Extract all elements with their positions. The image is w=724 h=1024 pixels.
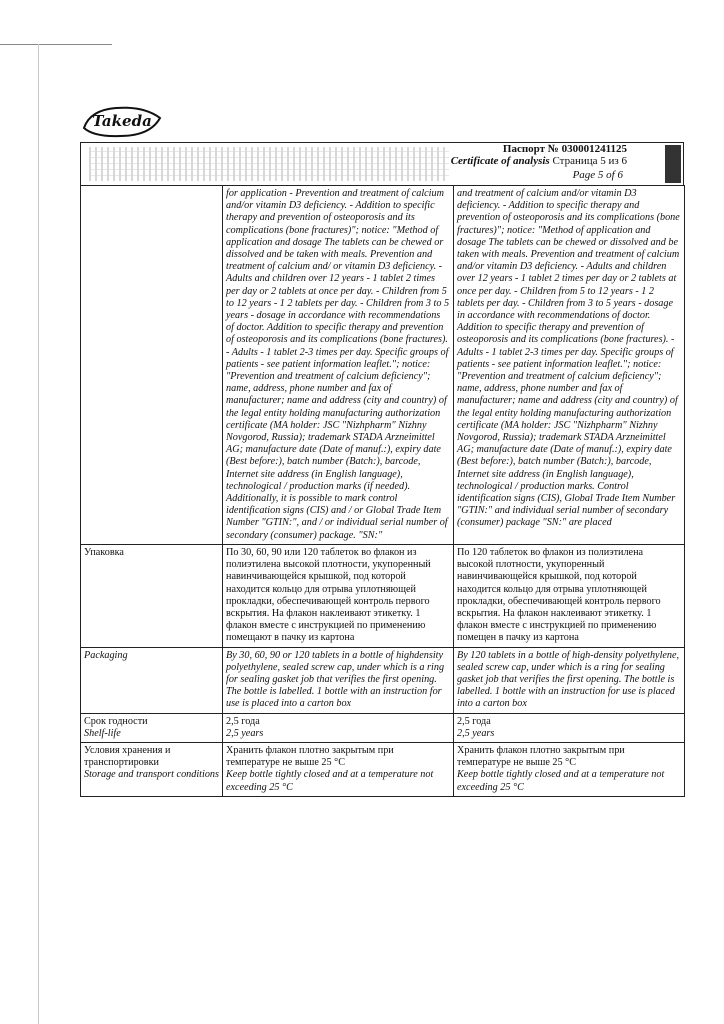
specification-table — [80, 185, 685, 797]
storage-label — [81, 742, 223, 796]
packaging-en-label: Packaging — [81, 647, 223, 713]
page-left-edge — [38, 44, 39, 1024]
packaging-en-col2: By 120 tablets in a bottle of high-density polyethylene, sealed screw cap, under which is a ring for sealing gasket job that verifies the first opening. The bottle is labelled. 1 bottle with an instruction for use is placed into a carton box — [454, 647, 685, 713]
storage-label-en: Storage and transport conditions — [84, 769, 219, 781]
packaging-ru-col2: По 120 таблеток во флакон из полиэтилена высокой плотности, укупоренный навинчивающейся крышкой, под которой находится кольцо для отрыва уплотняющей прокладки, обеспечивающей контроль первого вскрытия. На флакон наклеивают этикетку. 1 флакон вместе с инструкцией по применению помещен в пачку из картона — [454, 544, 685, 647]
packaging-ru-col1: По 30, 60, 90 или 120 таблеток во флакон из полиэтилена высокой плотности, укупоренный навинчивающейся крышкой, под которой находится кольцо для отрыва уплотняющей прокладки, обеспечивающей контроль первого вскрытия. На флакон наклеивают этикетку. 1 флакон вместе с инструкцией по применению помещают в пачку из картона — [223, 544, 454, 647]
marking-text-col2: and treatment of calcium and/or vitamin D3 deficiency. - Addition to specific therapy and prevention of osteoporosis and its complications (bone fractures)"; notice: "Method of application and dosage The tablets can be chewed or dissolved and be taken with meals. Prevention and treatment of calcium and/or vitamin D3 deficiency. - Adults and children over 12 years - 1 tablet 2 times per day or 2 tablets at once per day. - Children from 5 to 12 years - 1 2 tablets per day. - Children from 3 to 5 years - dosage in accordance with recommendations of doctor. Addition to specific therapy and prevention of osteoporosis and its complications (bone fractures). - Adults - 1 tablet 2-3 times per day. Specific groups of patients - see patient information leaflet."; notice: "Prevention and treatment of calcium deficiency"; name, address, phone number and fax of manufacturer; name and address (city and country) of the legal entity holding manufacturing authorization certificate (MA holder: JSC "Nizhpharm" Nizhny Novgorod, Russia); trademark STADA Arzneimittel AG; manufacture date (Date of manuf.:), expiry date (Best before:), batch number (Batch:), barcode, Internet site address (in English language), technological / production marks. Control identification signs (CIS), Global Trade Item Number "GTIN:" and individual serial number of secondary (consumer) package "SN:" are placed — [454, 186, 685, 545]
logo-text: Takeda — [92, 112, 152, 130]
table-row — [81, 544, 685, 647]
shelf-life-label-ru: Срок годности — [84, 715, 148, 727]
empty-label-cell — [81, 186, 223, 545]
scan-noise — [89, 147, 449, 181]
shelf-life-label — [81, 713, 223, 742]
storage-col1-ru: Хранить флакон плотно закрытым при температуре не выше 25 °C — [226, 744, 394, 769]
storage-col2-en: Keep bottle tightly closed and at a temperature not exceeding 25 °C — [457, 769, 665, 793]
document-header — [80, 142, 684, 186]
table-row — [81, 647, 685, 713]
packaging-en-col1: By 30, 60, 90 or 120 tablets in a bottle of highdensity polyethylene, sealed screw cap, under which is a ring for sealing gasket job that verifies the first opening. The bottle is labelled. 1 bottle with an instruction for use is placed into a carton box — [223, 647, 454, 713]
page-ru: Страница 5 из 6 — [552, 155, 627, 167]
shelf-life-col2-en: 2,5 years — [457, 727, 495, 739]
shelf-life-col1-en: 2,5 years — [226, 727, 264, 739]
table-row — [81, 713, 685, 742]
certificate-label: Certificate of analysis — [450, 155, 550, 167]
stamp-mark — [665, 145, 681, 183]
takeda-logo — [80, 102, 164, 142]
storage-col2-ru: Хранить флакон плотно закрытым при температуре не выше 25 °C — [457, 744, 625, 769]
page-en: Page 5 of 6 — [572, 169, 623, 181]
top-rule — [0, 44, 112, 45]
shelf-life-col1 — [223, 713, 454, 742]
marking-text-col1: for application - Prevention and treatment of calcium and/or vitamin D3 deficiency. - Addition to specific therapy and prevention of osteoporosis and its complications (bone fractures)"; notice: "Method of application and dosage The tablets can be chewed or dissolved and be taken with meals. Prevention and treatment of calcium and/ or vitamin D3 deficiency. - Adults and children over 12 years - 1 tablet 2 times per day or 2 tablets at once per day. - Children from 5 to 12 years - 1 2 tablets per day. - Children from 3 to 5 years - dosage in accordance with recommendations of doctor. Addition to specific therapy and prevention of osteoporosis and its complications (bone fractures). - Adults - 1 tablet 2-3 times per day. Specific groups of patients - see patient information leaflet."; notice: "Prevention and treatment of calcium deficiency"; name, address, phone number and fax of manufacturer; name and address (city and country) of the legal entity holding manufacturing authorization certificate (MA holder: JSC "Nizhpharm" Nizhny Novgorod, Russia); trademark STADA Arzneimittel AG; manufacture date (Date of manuf.:), expiry date (Best before:), batch number (Batch:), barcode, Internet site address (in English language), technological / production marks (if needed). Additionally, it is possible to mark control identification signs (CIS) and / or Global Trade Item Number "GTIN:", and / or individual serial number of secondary (consumer) package. "SN:" — [223, 186, 454, 545]
table-row — [81, 742, 685, 796]
storage-col1 — [223, 742, 454, 796]
shelf-life-col2-ru: 2,5 года — [457, 715, 491, 727]
storage-label-ru: Условия хранения и транспортировки — [84, 744, 171, 769]
storage-col1-en: Keep bottle tightly closed and at a temperature not exceeding 25 °C — [226, 769, 434, 793]
shelf-life-col2 — [454, 713, 685, 742]
shelf-life-col1-ru: 2,5 года — [226, 715, 260, 727]
certificate-line — [451, 155, 627, 167]
shelf-life-label-en: Shelf-life — [84, 727, 121, 739]
table-row — [81, 186, 685, 545]
storage-col2 — [454, 742, 685, 796]
passport-number: Паспорт № 030001241125 — [502, 143, 627, 155]
packaging-ru-label: Упаковка — [81, 544, 223, 647]
